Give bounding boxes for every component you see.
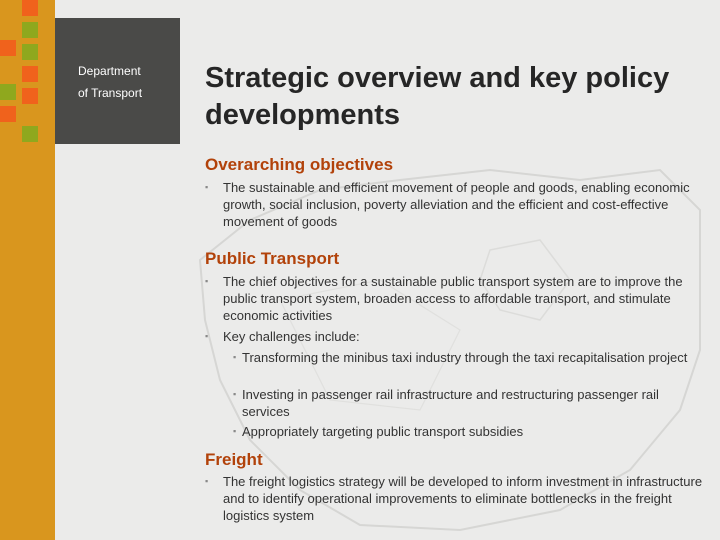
sub-list-item xyxy=(233,349,704,366)
sub-list-item xyxy=(233,423,704,440)
bullet-marker: ▪ xyxy=(205,182,209,192)
bullet-marker: ▪ xyxy=(205,276,209,286)
sub-bullet-marker: ▪ xyxy=(233,426,237,436)
heading-public-transport: Public Transport xyxy=(205,249,340,268)
decorative-left-strip xyxy=(0,0,55,540)
decorative-square xyxy=(22,44,38,60)
bullet-text: The chief objectives for a sustainable public transport system are to improve the public transport system, broaden access to affordable transport, and stimulate economic activities xyxy=(223,274,683,323)
bullet-marker: ▪ xyxy=(205,476,209,486)
heading-overarching-objectives: Overarching objectives xyxy=(205,155,394,174)
page-title: Strategic overview and key policy developments xyxy=(205,62,670,131)
sub-list-item xyxy=(233,386,704,420)
bullet-text: The freight logistics strategy will be developed to inform investment in infrastructure and to identify operational improvements to eliminate bottlenecks in the freight logistics system xyxy=(223,474,703,523)
decorative-square xyxy=(22,88,38,104)
department-label-line2: of Transport xyxy=(78,86,143,100)
decorative-square xyxy=(0,84,16,100)
decorative-square xyxy=(22,0,38,16)
sub-bullet-text: Transforming the minibus taxi industry through the taxi recapitalisation project xyxy=(242,350,688,365)
list-item xyxy=(205,273,703,324)
sub-bullet-marker: ▪ xyxy=(233,352,237,362)
decorative-square xyxy=(0,40,16,56)
decorative-square xyxy=(22,66,38,82)
list-item xyxy=(205,179,703,230)
bullet-marker: ▪ xyxy=(205,331,209,341)
decorative-square xyxy=(22,22,38,38)
bullet-text: Key challenges include: xyxy=(223,329,360,344)
decorative-square xyxy=(0,106,16,122)
department-label-panel xyxy=(55,18,180,144)
list-item xyxy=(205,473,703,524)
decorative-square xyxy=(22,126,38,142)
list-item xyxy=(205,328,703,345)
sub-bullet-marker: ▪ xyxy=(233,389,237,399)
bullet-text: The sustainable and efficient movement of people and goods, enabling economic growth, social inclusion, poverty alleviation and the efficient and cost-effective movement of goods xyxy=(223,180,690,229)
department-label: Department xyxy=(78,64,141,78)
heading-freight: Freight xyxy=(205,450,263,469)
sub-bullet-text: Investing in passenger rail infrastructure and restructuring passenger rail services xyxy=(242,387,659,419)
sub-bullet-text: Appropriately targeting public transport subsidies xyxy=(242,424,524,439)
